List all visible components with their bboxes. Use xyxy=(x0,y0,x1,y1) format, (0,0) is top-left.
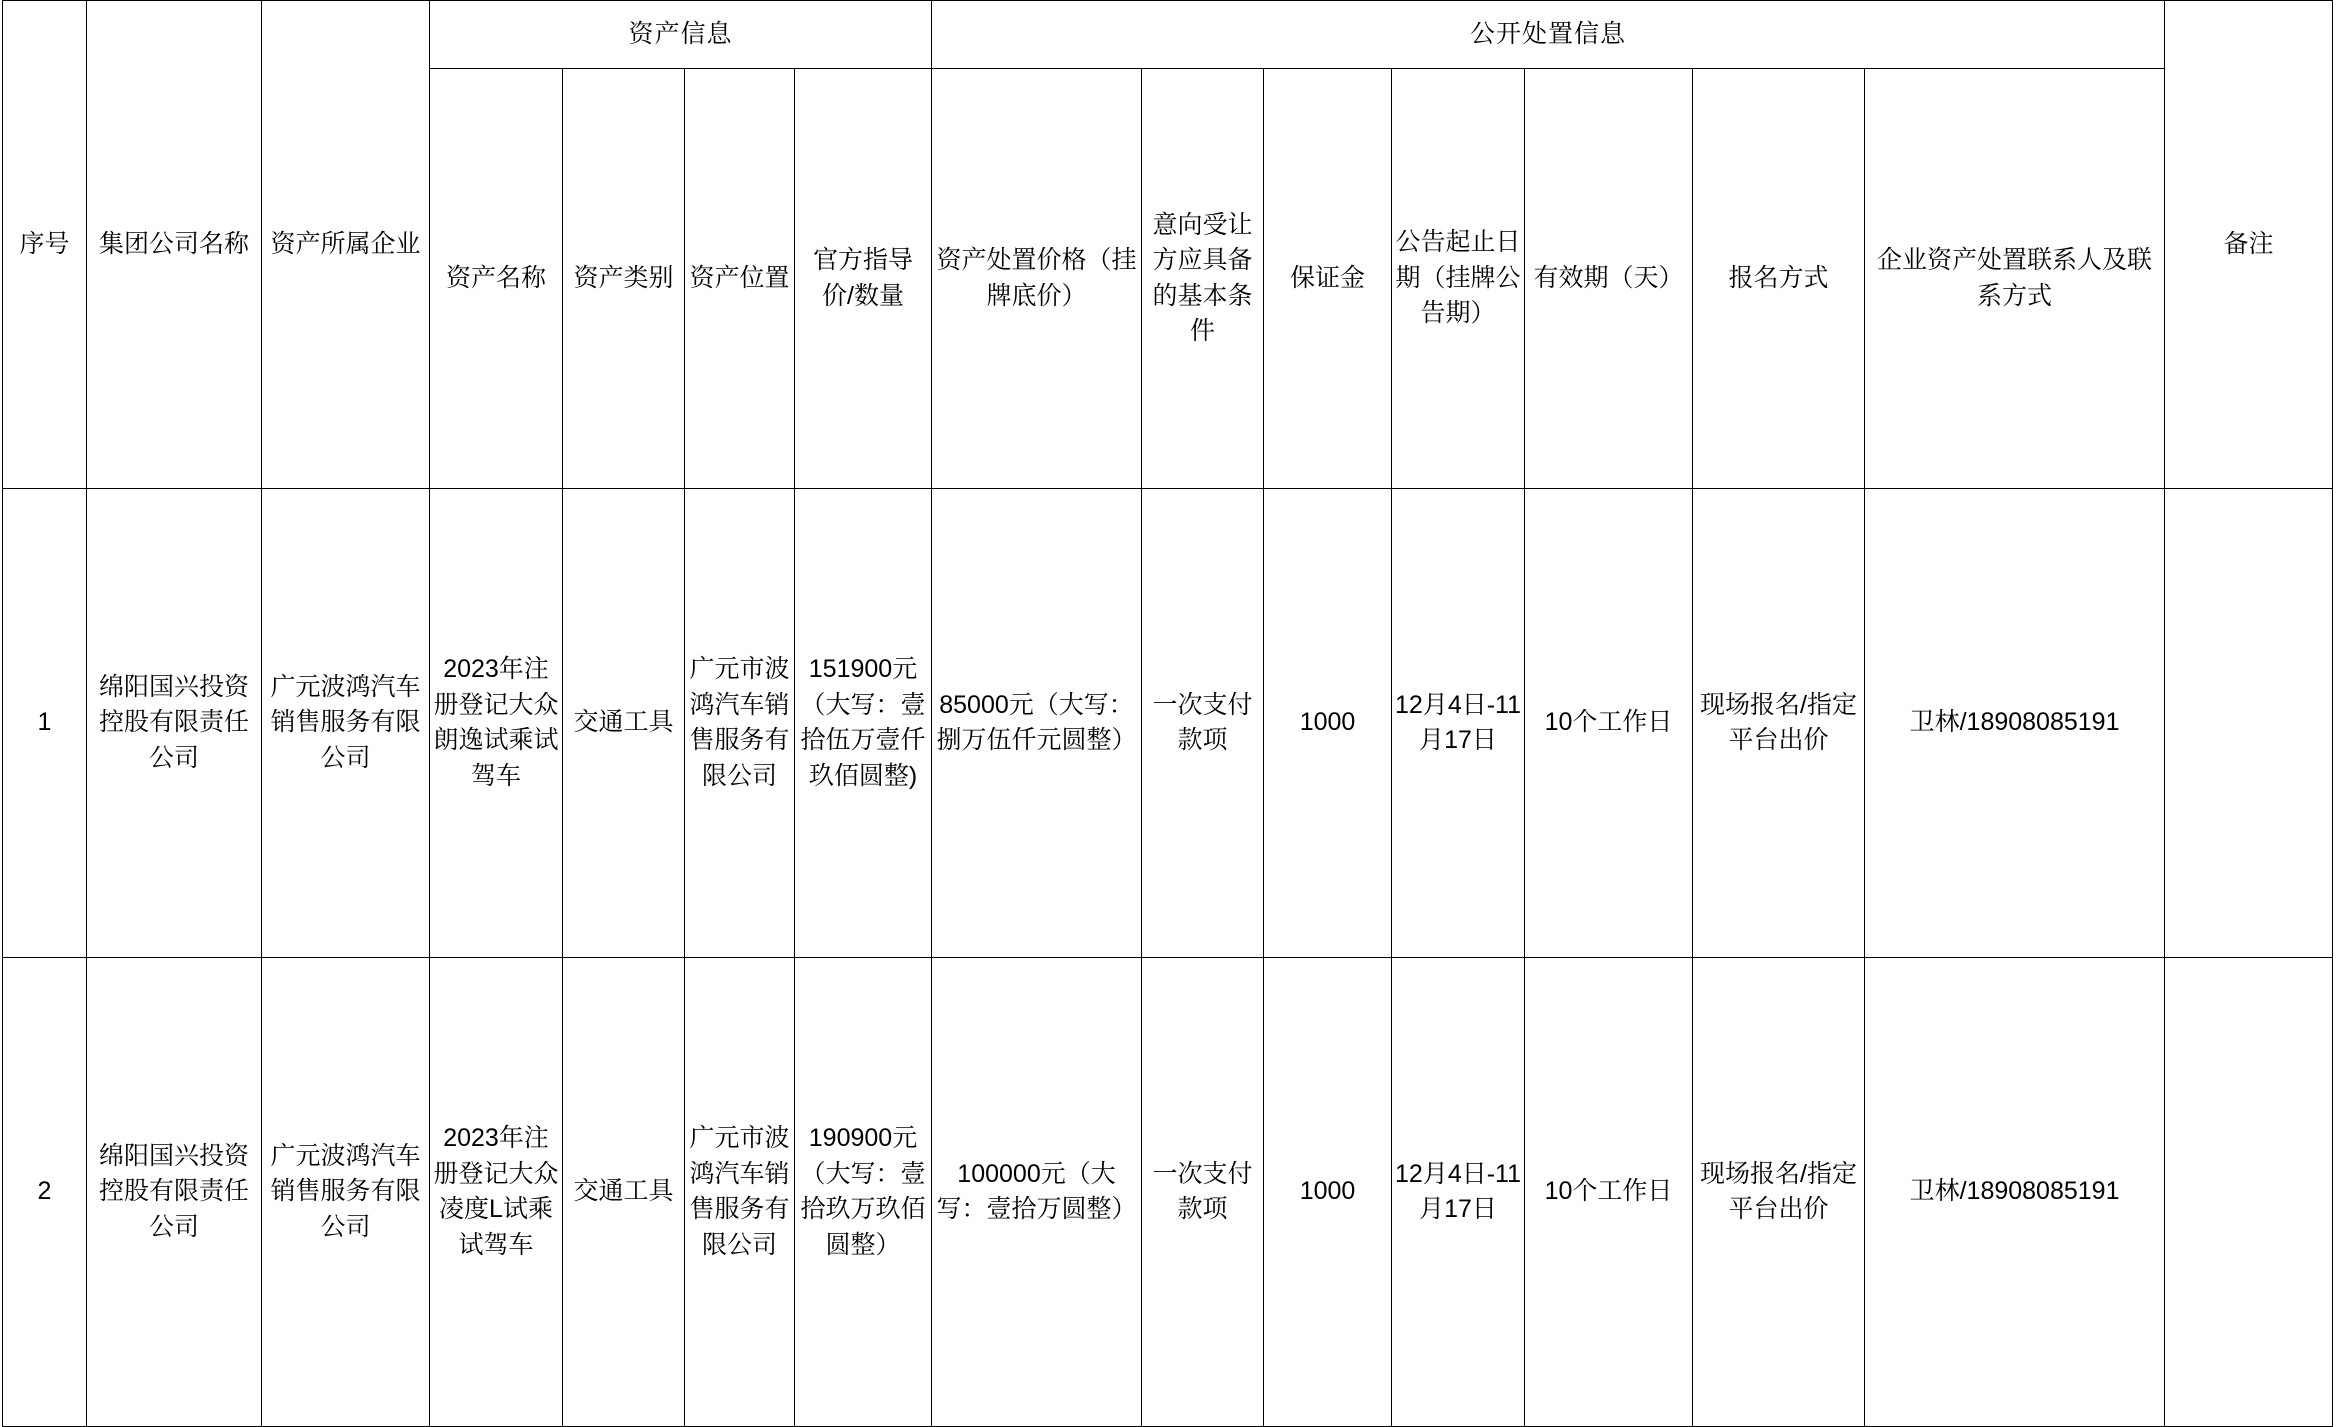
cell-owner-enterprise: 广元波鸿汽车销售服务有限公司 xyxy=(262,958,430,1427)
header-disposal-price: 资产处置价格（挂牌底价） xyxy=(932,69,1142,489)
cell-index: 2 xyxy=(3,958,87,1427)
header-group-public-disposal-info: 公开处置信息 xyxy=(932,1,2165,69)
header-signup-method: 报名方式 xyxy=(1693,69,1865,489)
cell-asset-name: 2023年注册登记大众朗逸试乘试驾车 xyxy=(430,489,563,958)
cell-remark xyxy=(2165,958,2333,1427)
header-remark: 备注 xyxy=(2165,1,2333,489)
cell-deposit: 1000 xyxy=(1264,958,1392,1427)
asset-disposal-table xyxy=(2,0,2333,1427)
header-asset-name: 资产名称 xyxy=(430,69,563,489)
cell-asset-name: 2023年注册登记大众凌度L试乘试驾车 xyxy=(430,958,563,1427)
cell-transferee-conditions: 一次支付款项 xyxy=(1142,489,1264,958)
cell-contact: 卫林/18908085191 xyxy=(1865,489,2165,958)
header-transferee-conditions: 意向受让方应具备的基本条件 xyxy=(1142,69,1264,489)
cell-deposit: 1000 xyxy=(1264,489,1392,958)
header-asset-location: 资产位置 xyxy=(685,69,795,489)
cell-group-company: 绵阳国兴投资控股有限责任公司 xyxy=(87,489,262,958)
cell-guide-price-qty: 151900元（大写：壹拾伍万壹仟玖佰圆整) xyxy=(795,489,932,958)
table-row xyxy=(3,958,2333,1427)
header-announce-period: 公告起止日期（挂牌公告期） xyxy=(1392,69,1525,489)
cell-disposal-price: 100000元（大写：壹拾万圆整） xyxy=(932,958,1142,1427)
header-owner-enterprise: 资产所属企业 xyxy=(262,1,430,489)
cell-owner-enterprise: 广元波鸿汽车销售服务有限公司 xyxy=(262,489,430,958)
header-group-asset-info: 资产信息 xyxy=(430,1,932,69)
header-guide-price-qty: 官方指导价/数量 xyxy=(795,69,932,489)
cell-signup-method: 现场报名/指定平台出价 xyxy=(1693,958,1865,1427)
cell-transferee-conditions: 一次支付款项 xyxy=(1142,958,1264,1427)
header-valid-days: 有效期（天） xyxy=(1525,69,1693,489)
cell-remark xyxy=(2165,489,2333,958)
cell-asset-location: 广元市波鸿汽车销售服务有限公司 xyxy=(685,489,795,958)
table-row xyxy=(3,489,2333,958)
cell-guide-price-qty: 190900元（大写：壹拾玖万玖佰圆整） xyxy=(795,958,932,1427)
cell-asset-category: 交通工具 xyxy=(563,958,685,1427)
header-deposit: 保证金 xyxy=(1264,69,1392,489)
header-contact: 企业资产处置联系人及联系方式 xyxy=(1865,69,2165,489)
header-index: 序号 xyxy=(3,1,87,489)
cell-disposal-price: 85000元（大写：捌万伍仟元圆整） xyxy=(932,489,1142,958)
cell-announce-period: 12月4日-11月17日 xyxy=(1392,958,1525,1427)
cell-asset-location: 广元市波鸿汽车销售服务有限公司 xyxy=(685,958,795,1427)
table-group-header-row xyxy=(3,1,2333,69)
cell-asset-category: 交通工具 xyxy=(563,489,685,958)
cell-valid-days: 10个工作日 xyxy=(1525,489,1693,958)
header-group-company: 集团公司名称 xyxy=(87,1,262,489)
cell-group-company: 绵阳国兴投资控股有限责任公司 xyxy=(87,958,262,1427)
header-asset-category: 资产类别 xyxy=(563,69,685,489)
cell-announce-period: 12月4日-11月17日 xyxy=(1392,489,1525,958)
cell-valid-days: 10个工作日 xyxy=(1525,958,1693,1427)
cell-contact: 卫林/18908085191 xyxy=(1865,958,2165,1427)
cell-signup-method: 现场报名/指定平台出价 xyxy=(1693,489,1865,958)
cell-index: 1 xyxy=(3,489,87,958)
